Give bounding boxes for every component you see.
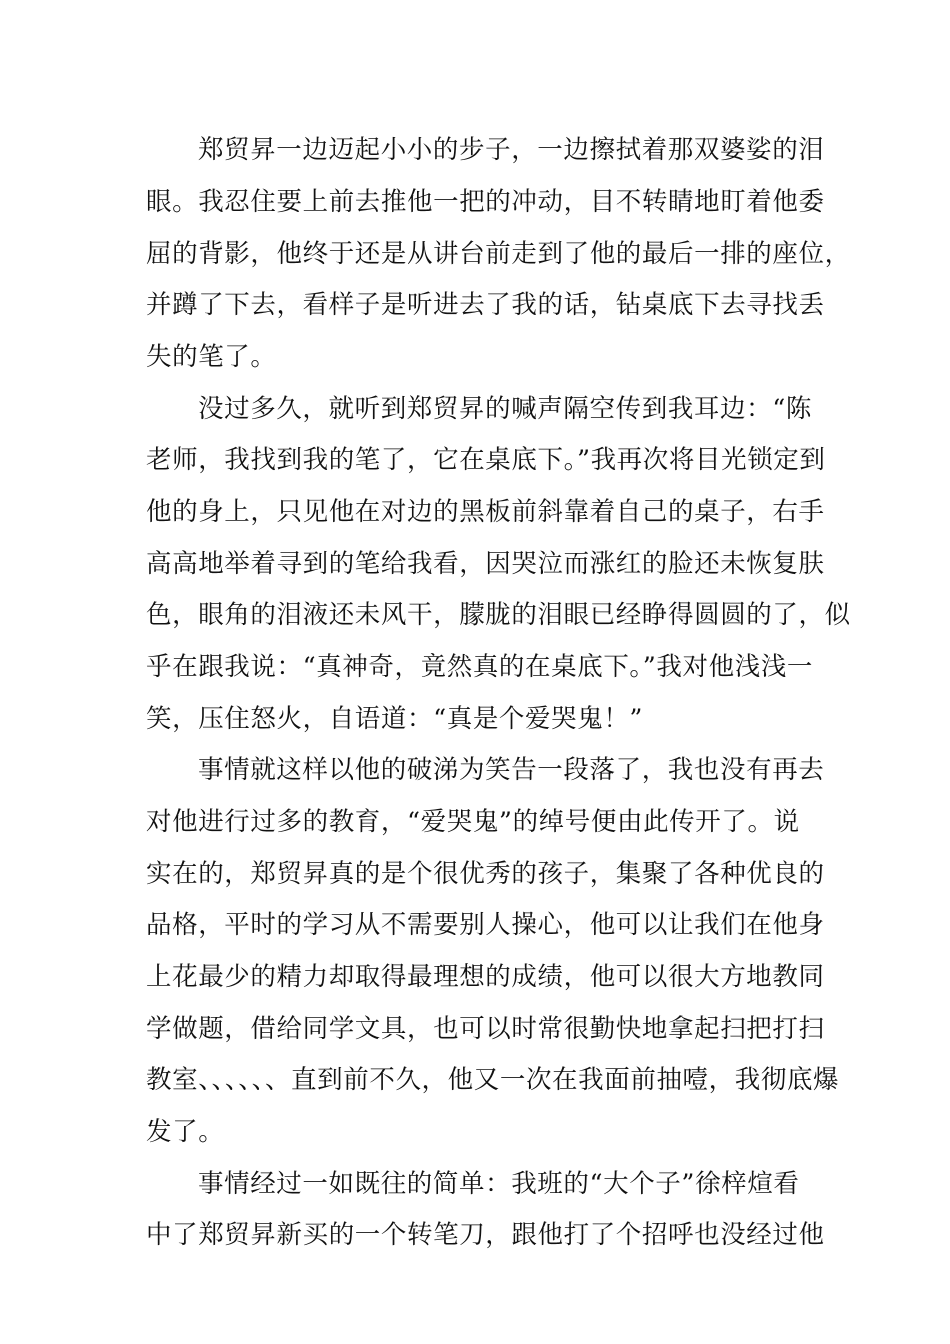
paragraph-3-line-5: 上花最少的精力却取得最理想的成绩，他可以很大方地教同	[146, 962, 825, 992]
paragraph-2-line-5: 色，眼角的泪液还未风干，朦胧的泪眼已经睁得圆圆的了，似	[146, 600, 851, 630]
paragraph-2-line-1: 没过多久，就听到郑贸昇的喊声隔空传到我耳边：“陈	[198, 394, 812, 424]
paragraph-4-line-2: 中了郑贸昇新买的一个转笔刀，跟他打了个招呼也没经过他	[146, 1220, 825, 1250]
paragraph-3-line-4: 品格，平时的学习从不需要别人操心，他可以让我们在他身	[146, 910, 825, 940]
paragraph-3-line-6: 学做题，借给同学文具，也可以时常很勤快地拿起扫把打扫	[146, 1014, 825, 1044]
paragraph-4-line-1: 事情经过一如既往的简单：我班的“大个子”徐梓煊看	[198, 1169, 800, 1199]
paragraph-1-line-5: 失的笔了。	[146, 342, 277, 372]
paragraph-2-line-3: 他的身上，只见他在对边的黑板前斜靠着自己的桌子，右手	[146, 497, 825, 527]
paragraph-1-line-3: 屈的背影，他终于还是从讲台前走到了他的最后一排的座位，	[146, 239, 851, 269]
paragraph-2-line-4: 高高地举着寻到的笔给我看，因哭泣而涨红的脸还未恢复肤	[146, 549, 825, 579]
paragraph-3-line-8: 发了。	[146, 1117, 225, 1147]
paragraph-1-line-4: 并蹲了下去，看样子是听进去了我的话，钻桌底下去寻找丢	[146, 290, 825, 320]
paragraph-3-line-1: 事情就这样以他的破涕为笑告一段落了，我也没有再去	[198, 755, 825, 785]
paragraph-3-line-2: 对他进行过多的教育，“爱哭鬼”的绰号便由此传开了。说	[146, 807, 800, 837]
paragraph-2-line-6: 乎在跟我说：“真神奇，竟然真的在桌底下。”我对他浅浅一	[146, 652, 814, 682]
paragraph-1-line-1: 郑贸昇一边迈起小小的步子，一边擦拭着那双婆娑的泪	[198, 135, 825, 165]
paragraph-1-line-2: 眼。我忍住要上前去推他一把的冲动，目不转睛地盯着他委	[146, 187, 825, 217]
paragraph-2-line-2: 老师，我找到我的笔了，它在桌底下。”我再次将目光锁定到	[146, 445, 826, 475]
paragraph-2-line-7: 笑，压住怒火，自语道：“真是个爱哭鬼！”	[146, 704, 644, 734]
paragraph-3-line-3: 实在的，郑贸昇真的是个很优秀的孩子，集聚了各种优良的	[146, 859, 825, 889]
paragraph-3-line-7: 教室、、、、、、直到前不久，他又一次在我面前抽噎，我彻底爆	[146, 1065, 840, 1095]
